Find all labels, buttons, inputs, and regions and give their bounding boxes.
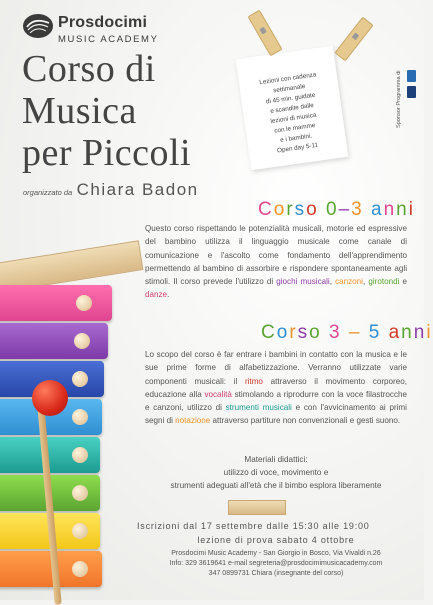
title-letter: 5	[368, 322, 382, 343]
xylophone-peg	[76, 295, 92, 311]
separator: ,	[362, 277, 369, 287]
description-text: stimolando a riprodurre con la voce filastrocche e canzoni, utilizzo di	[145, 389, 407, 413]
separator: e	[399, 277, 408, 287]
note-line: e scandite dalle	[269, 101, 315, 116]
note-line: Lezioni con cadenza	[258, 71, 317, 87]
separator: .	[167, 290, 170, 300]
description-text: Questo corso rispettando le potenzialità musicali, motorie ed espressive del bambino utilizza il linguaggio musicale come canale di comunicazione e l'ascolto come fondamento dell'apprendimento permettendo al bambino di assorbire e rispondere spontaneamente agli stimoli. Il corso prevede l'utilizzo di	[145, 224, 407, 287]
title-letter: i	[408, 199, 415, 220]
highlight-vocalita: vocalità	[204, 389, 232, 399]
title-letter: –	[348, 322, 362, 343]
xylophone-peg	[72, 523, 88, 539]
contact-teacher: 347 0899731 Chiara (insegnante del corso)	[208, 570, 344, 578]
title-letter	[364, 199, 371, 220]
title-letter: n	[396, 199, 409, 220]
academy-logo	[22, 12, 162, 52]
xylophone-bar-pink	[0, 285, 112, 321]
enrollment-dates: Iscrizioni dal 17 settembre dalle 15:30 alle 19:00	[137, 521, 370, 531]
contact-phone-email: Info: 329 3619641 e-mail segreteria@prosdocimimusicacademy.com	[169, 560, 383, 568]
title-letter: n	[383, 199, 397, 220]
sponsor-strip	[394, 10, 422, 130]
sponsor-text: Sponsor Programma di	[396, 70, 402, 128]
title-letter	[319, 199, 326, 220]
title-letter: o	[276, 322, 290, 343]
title-line-3: per Piccoli	[22, 132, 192, 174]
highlight-danze: danze	[145, 290, 168, 300]
note-line: con le mamme	[273, 121, 316, 135]
highlight-ritmo: ritmo	[244, 376, 263, 386]
title-letter: r	[289, 322, 298, 343]
title-line-1: Corso di	[22, 48, 156, 90]
sponsor-badge-icon	[407, 86, 416, 98]
mallet-head	[32, 380, 68, 416]
materials-block	[140, 453, 412, 492]
xylophone-peg	[72, 447, 88, 463]
title-letter	[322, 322, 329, 343]
byline	[23, 180, 199, 200]
title-letter: n	[401, 322, 414, 343]
title-letter	[361, 322, 368, 343]
description-text: Lo scopo del corso è far entrare i bambini in contatto con la musica e le sue prime forme di alfabetizzazione. Verranno utilizzate varie componenti musicali: il	[145, 350, 407, 386]
title-letter: a	[371, 199, 384, 220]
title-letter: C	[261, 322, 277, 343]
course-2-title	[261, 322, 433, 344]
note-line: di 45 min. guidate	[265, 91, 316, 106]
xylophone-peg	[72, 561, 88, 577]
title-letter: o	[306, 199, 319, 220]
title-letter: C	[258, 199, 274, 220]
info-block	[137, 521, 415, 580]
title-letter: n	[413, 322, 427, 343]
contacts	[137, 549, 415, 580]
title-letter: s	[297, 322, 310, 343]
title-line-2: Musica	[22, 90, 137, 132]
title-letter	[381, 322, 388, 343]
note-line: Open day 5-11	[276, 141, 319, 155]
course-1-description	[145, 222, 407, 302]
title-letter: s	[294, 199, 307, 220]
xylophone-bar-purple	[0, 323, 108, 359]
materials-line-2: strumenti adeguati all'età che il bimbo esplora liberamente	[170, 481, 382, 490]
xylophone-peg	[72, 485, 88, 501]
title-letter	[342, 322, 349, 343]
note-line: settimanale	[272, 82, 306, 95]
xylophone-peg	[72, 371, 88, 387]
title-letter: 0	[326, 199, 339, 220]
description-text: e con l'avvicinamento ai primi segni di	[145, 403, 407, 426]
title-letter: 3	[329, 322, 342, 343]
highlight-notazione: notazione	[175, 416, 211, 426]
note-line: lezioni di musica	[270, 111, 317, 126]
prosdocimi-logo-icon	[22, 12, 54, 40]
materials-heading: Materiali didattici:	[244, 455, 308, 464]
title-letter: 3	[351, 199, 364, 220]
byline-prefix: organizzato da	[23, 188, 73, 197]
highlight-girotondi: girotondi	[368, 277, 400, 287]
xylophone-peg	[74, 333, 90, 349]
title-letter: o	[273, 199, 287, 220]
page-title	[22, 48, 191, 174]
xylophone-peg	[72, 409, 88, 425]
highlight-canzoni: canzoni	[335, 277, 363, 287]
contact-address: Prosdocimi Music Academy - San Giorgio in Bosco, Via Vivaldi n.26	[171, 550, 381, 557]
title-letter: r	[286, 199, 295, 220]
highlight-giochi: giochi musicali	[276, 277, 330, 287]
pinned-note	[236, 46, 349, 171]
title-letter: o	[309, 322, 322, 343]
title-letter: –	[338, 199, 352, 220]
description-text: attraverso il movimento corporeo, educazione alla	[145, 376, 408, 399]
sponsor-badge-icon	[407, 70, 416, 82]
description-text: attraverso partiture non convenzionali e gesti suono.	[210, 416, 401, 426]
wooden-bar-ornament	[228, 500, 286, 515]
title-letter: a	[388, 322, 402, 343]
logo-subtitle: MUSIC ACADEMY	[58, 34, 159, 45]
course-1-title	[258, 199, 415, 221]
logo-name: Prosdocimi	[58, 14, 148, 31]
course-2-description	[145, 348, 407, 428]
byline-name: Chiara Badon	[76, 180, 199, 199]
separator: ,	[329, 277, 336, 287]
highlight-strumenti: strumenti musicali	[225, 403, 292, 413]
note-line: e i bambini.	[279, 132, 313, 144]
title-letter: i	[426, 322, 433, 343]
materials-line-1: utilizzo di voce, movimento e	[223, 468, 329, 477]
trial-lesson: lezione di prova sabato 4 ottobre	[197, 535, 355, 545]
